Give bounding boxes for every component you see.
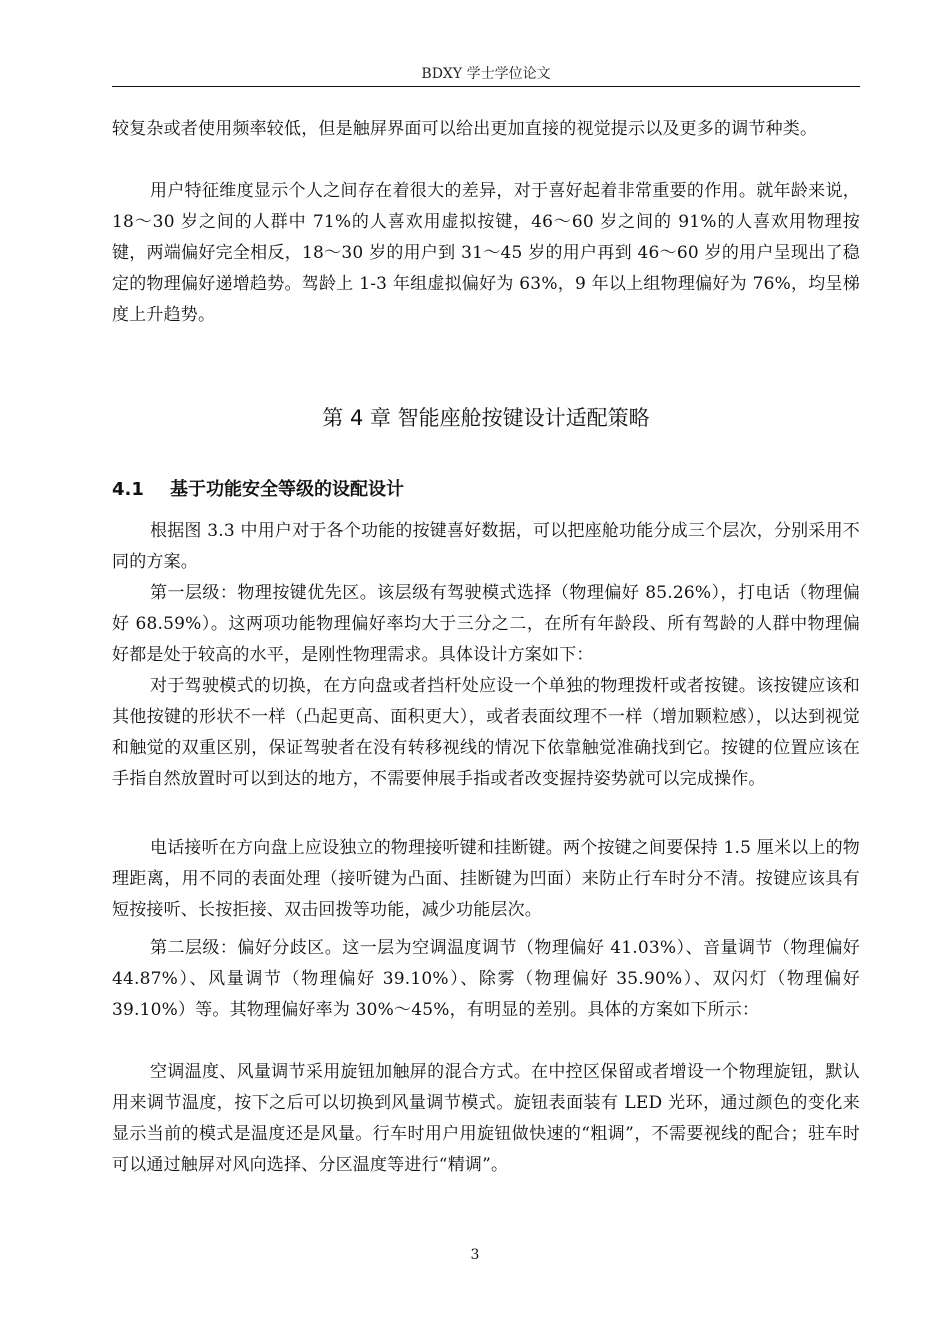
header-rule xyxy=(112,86,860,87)
chapter-title: 第 4 章 智能座舱按键设计适配策略 xyxy=(322,406,650,430)
running-header: BDXY 学士学位论文 xyxy=(421,66,551,82)
section-title-text: 基于功能安全等级的设配设计 xyxy=(170,479,404,500)
page-number: 3 xyxy=(470,1247,480,1263)
paragraph-tier-one: 第一层级：物理按键优先区。该层级有驾驶模式选择（物理偏好 85.26%），打电话（物理偏好 68.59%）。这两项功能物理偏好率均大于三分之二，在所有年龄段、所有驾龄的人群中物理偏好都是处于较高的水平，是刚性物理需求。具体设计方案如下： xyxy=(112,583,860,665)
section-number: 4.1 xyxy=(112,479,144,500)
paragraph-intro: 根据图 3.3 中用户对于各个功能的按键喜好数据，可以把座舱功能分成三个层次，分别采用不同的方案。 xyxy=(112,521,860,572)
paragraph-user-characteristics: 用户特征维度显示个人之间存在着很大的差异，对于喜好起着非常重要的作用。就年龄来说，18～30 岁之间的人群中 71%的人喜欢用虚拟按键，46～60 岁之间的 91%的人喜欢用物理按键，两端偏好完全相反，18～30 岁的用户到 31～45 岁的用户再到 46～60 岁的用户呈现出了稳定的物理偏好递增趋势。驾龄上 1-3 年组虚拟偏好为 63%，9 年以上组物理偏好为 76%，均呈梯度上升趋势。 xyxy=(112,181,860,325)
paragraph-phone-keys: 电话接听在方向盘上应设独立的物理接听键和挂断键。两个按键之间要保持 1.5 厘米以上的物理距离，用不同的表面处理（接听键为凸面、挂断键为凹面）来防止行车时分不清。按键应该具有短按接听、长按拒接、双击回拨等功能，减少功能层次。 xyxy=(112,838,860,920)
paragraph-continued: 较复杂或者使用频率较低，但是触屏界面可以给出更加直接的视觉提示以及更多的调节种类。 xyxy=(112,119,818,139)
section-heading xyxy=(112,477,860,503)
paragraph-drive-mode: 对于驾驶模式的切换，在方向盘或者挡杆处应设一个单独的物理拨杆或者按键。该按键应该和其他按键的形状不一样（凸起更高、面积更大），或者表面纹理不一样（增加颗粒感），以达到视觉和触觉的双重区别，保证驾驶者在没有转移视线的情况下依靠触觉准确找到它。按键的位置应该在手指自然放置时可以到达的地方，不需要伸展手指或者改变握持姿势就可以完成操作。 xyxy=(112,676,860,789)
paragraph-climate-knob: 空调温度、风量调节采用旋钮加触屏的混合方式。在中控区保留或者增设一个物理旋钮，默认用来调节温度，按下之后可以切换到风量调节模式。旋钮表面装有 LED 光环，通过颜色的变化来显示当前的模式是温度还是风量。行车时用户用旋钮做快速的“粗调”，不需要视线的配合；驻车时可以通过触屏对风向选择、分区温度等进行“精调”。 xyxy=(112,1062,860,1175)
paragraph-tier-two: 第二层级：偏好分歧区。这一层为空调温度调节（物理偏好 41.03%）、音量调节（物理偏好 44.87%）、风量调节（物理偏好 39.10%）、除雾（物理偏好 35.90%）、双闪灯（物理偏好 39.10%）等。其物理偏好率为 30%～45%，有明显的差别。具体的方案如下所示： xyxy=(112,938,860,1020)
